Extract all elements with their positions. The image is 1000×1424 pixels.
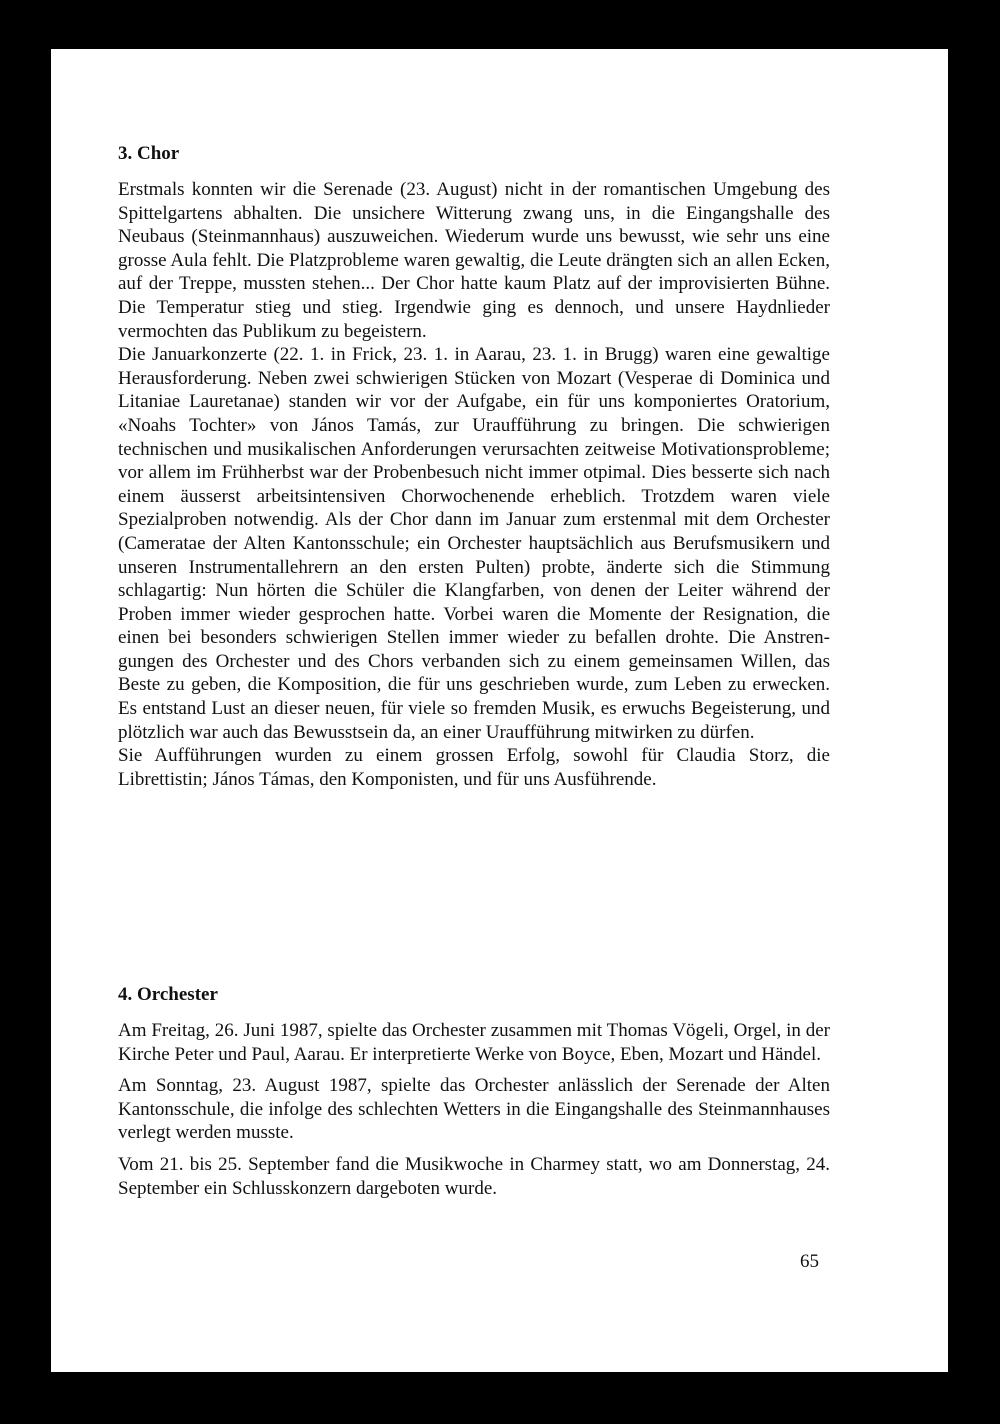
section-orchester bbox=[118, 983, 830, 1208]
page-number: 65 bbox=[800, 1251, 819, 1272]
section-heading-chor: 3. Chor bbox=[118, 143, 180, 164]
section-body-chor bbox=[118, 178, 830, 791]
section-body-orchester bbox=[118, 1019, 830, 1200]
section-heading-orchester: 4. Orchester bbox=[118, 984, 218, 1005]
paragraph: Sie Aufführungen wurden zu einem grossen Erfolg, sowohl für Claudia Storz, die Librettistin; János Támas, den Komponisten, und für uns Ausführende. bbox=[118, 745, 830, 790]
document-page bbox=[51, 49, 948, 1372]
paragraph: Erstmals konnten wir die Serenade (23. August) nicht in der romantischen Umgebung des Spittelgartens abhalten. Die unsichere Witterung zwang uns, in die Eingangshalle des Neubaus (Steinmannhaus) auszuweichen. Wiederum wurde uns bewusst, wie sehr uns eine grosse Aula fehlt. Die Platzprobleme waren gewaltig, die Leute drängten sich an allen Ecken, auf der Treppe, mussten stehen... Der Chor hatte kaum Platz auf der improvisierten Bühne. Die Temperatur stieg und stieg. Irgendwie ging es dennoch, und unsere Haydnlieder vermochten das Publikum zu begeistern. bbox=[118, 179, 830, 342]
paragraph: Am Sonntag, 23. August 1987, spielte das Orchester anlässlich der Serenade der Alten Kantonsschule, die infolge des schlechten Wetters in die Eingangshalle des Steinmannhauses verlegt werden musste. bbox=[118, 1075, 830, 1144]
paragraph: Vom 21. bis 25. September fand die Musikwoche in Charmey statt, wo am Donnerstag, 24. September ein Schlusskonzern dargeboten wurde. bbox=[118, 1153, 830, 1199]
paragraph: Die Januarkonzerte (22. 1. in Frick, 23. 1. in Aarau, 23. 1. in Brugg) waren eine gewaltige Herausforderung. Neben zwei schwierigen Stücken von Mozart (Vesperae di Dominica und Litaniae Lauretanae) standen wir vor der Aufgabe, ein für uns komponiertes Oratorium, «Noahs Tochter» von János Tamás, zur Uraufführung zu bringen. Die schwierigen technischen und musikalischen Anforderungen verursachten zeitweise Motivationsprobleme; vor allem im Frühherbst war der Probenbesuch nicht immer otpimal. Dies besserte sich nach einem äusserst arbeitsintensiven Chorwochenende erheblich. Trotzdem waren viele Spezialproben notwendig. Als der Chor dann im Januar zum erstenmal mit dem Orchester (Cameratae der Alten Kantonsschule; ein Orchester hauptsächlich aus Berufsmusikern und unseren Instrumentallehrern an den ersten Pulten) probte, änderte sich die Stimmung schlagartig: Nun hörten die Schüler die Klangfarben, von denen der Leiter während der Proben immer wieder gesprochen hatte. Vorbei waren die Momente der Resignation, die einen bei besonders schwierigen Stellen immer wieder zu befallen drohte. Die Anstrengungen des Orchester und des Chors verbanden sich zu einem gemeinsamen Willen, das Beste zu geben, die Komposition, die für uns geschrieben wurde, zum Leben zu erwecken. Es entstand Lust an dieser neuen, für viele so fremden Musik, es erwuchs Begeisterung, und plötzlich war auch das Bewusstsein da, an einer Uraufführung mitwirken zu dürfen. bbox=[118, 344, 830, 743]
section-chor bbox=[118, 142, 830, 791]
paragraph: Am Freitag, 26. Juni 1987, spielte das Orchester zusammen mit Thomas Vögeli, Orgel, in der Kirche Peter und Paul, Aarau. Er interpretierte Werke von Boyce, Eben, Mozart und Händel. bbox=[118, 1020, 830, 1065]
